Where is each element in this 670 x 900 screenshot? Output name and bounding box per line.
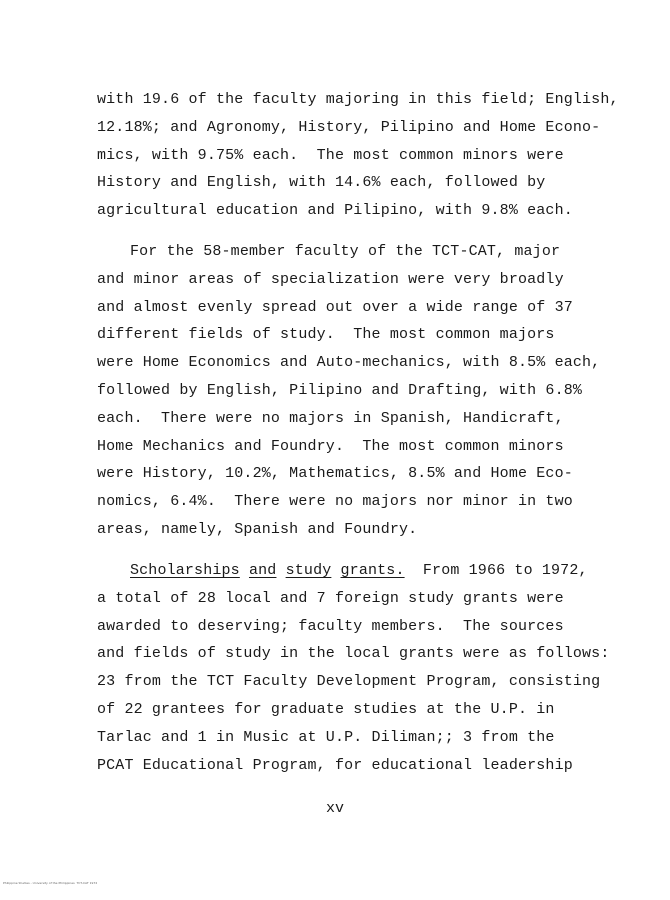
text-line: agricultural education and Pilipino, with 9.8% each. <box>97 202 573 220</box>
text-line: were History, 10.2%, Mathematics, 8.5% and Home Eco- <box>97 465 573 483</box>
heading-word: Scholarships <box>130 562 240 579</box>
text-line: with 19.6 of the faculty majoring in this field; English, <box>97 91 619 108</box>
text-line: different fields of study. The most common majors <box>97 326 555 344</box>
text-line: History and English, with 14.6% each, followed by <box>97 174 546 192</box>
text-line: and minor areas of specialization were very broadly <box>97 270 564 288</box>
text-line: of 22 grantees for graduate studies at the U.P. in <box>97 700 555 718</box>
text-line: followed by English, Pilipino and Drafting, with 6.8% <box>97 381 583 399</box>
heading-line-rest: From 1966 to 1972, <box>404 562 588 579</box>
text-line: and almost evenly spread out over a wide range of 37 <box>97 298 573 316</box>
paragraph-faculty-majors <box>97 86 619 225</box>
text-line: and fields of study in the local grants were as follows: <box>97 645 610 663</box>
text-line: Tarlac and 1 in Music at U.P. Diliman;; 3 from the <box>97 728 555 746</box>
text-line: 12.18%; and Agronomy, History, Pilipino and Home Econo- <box>97 118 601 136</box>
text-line: 23 from the TCT Faculty Development Program, consisting <box>97 673 601 691</box>
heading-word: and <box>248 562 277 579</box>
text-line: a total of 28 local and 7 foreign study grants were <box>97 589 564 607</box>
text-line: each. There were no majors in Spanish, Handicraft, <box>97 409 564 427</box>
text-line: PCAT Educational Program, for educational leadership <box>97 756 573 774</box>
text-line: areas, namely, Spanish and Foundry. <box>97 520 418 538</box>
page-number: xv <box>325 800 344 817</box>
paragraph-scholarships <box>97 557 610 779</box>
text-line: nomics, 6.4%. There were no majors nor minor in two <box>97 493 573 511</box>
section-heading-line <box>97 557 597 585</box>
footer-note: Philippine Studies - University of the Philippines TCT-CAT 1972 <box>3 881 98 885</box>
text-line: For the 58-member faculty of the TCT-CAT, major <box>130 243 561 260</box>
heading-word: study <box>285 562 332 579</box>
text-line: Home Mechanics and Foundry. The most common minors <box>97 437 564 455</box>
paragraph-tct-cat-faculty <box>97 238 601 544</box>
text-line: awarded to deserving; faculty members. The sources <box>97 617 564 635</box>
text-line: mics, with 9.75% each. The most common minors were <box>97 146 564 164</box>
text-line: were Home Economics and Auto-mechanics, with 8.5% each, <box>97 354 601 372</box>
heading-word: grants. <box>340 562 405 579</box>
